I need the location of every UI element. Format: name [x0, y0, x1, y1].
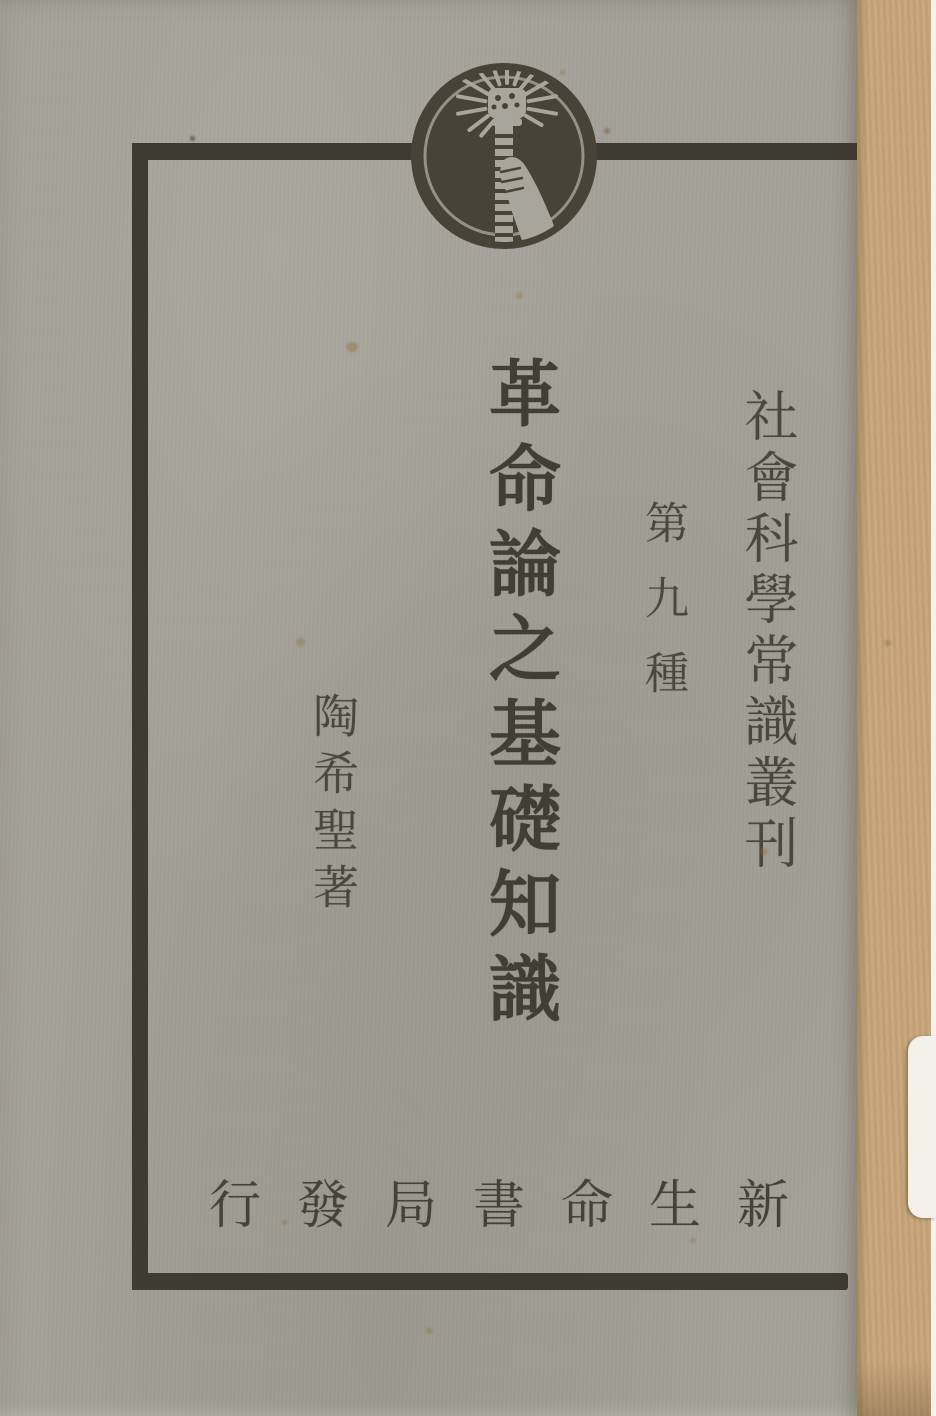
publisher-line: 行發局書命生新	[209, 1178, 826, 1235]
bookmark-tab	[908, 1036, 936, 1218]
frame-left-rule	[132, 143, 148, 1290]
series-title: 社會科學常識叢刊	[737, 388, 797, 876]
stain	[604, 128, 610, 134]
series-number: 第九種	[638, 500, 687, 725]
stain	[760, 848, 768, 855]
frame-bottom-rule	[132, 1273, 848, 1290]
stain	[516, 292, 523, 299]
fist-holding-torch-icon	[408, 60, 600, 252]
book-title: 革命論之基礎知識	[478, 356, 558, 1036]
author-name: 陶希聖著	[307, 692, 358, 920]
stain	[190, 136, 195, 141]
stain	[296, 638, 305, 646]
stain	[346, 342, 358, 352]
stain	[884, 640, 891, 646]
stain	[426, 1328, 433, 1334]
stain	[690, 1238, 696, 1243]
stain	[282, 1220, 287, 1225]
